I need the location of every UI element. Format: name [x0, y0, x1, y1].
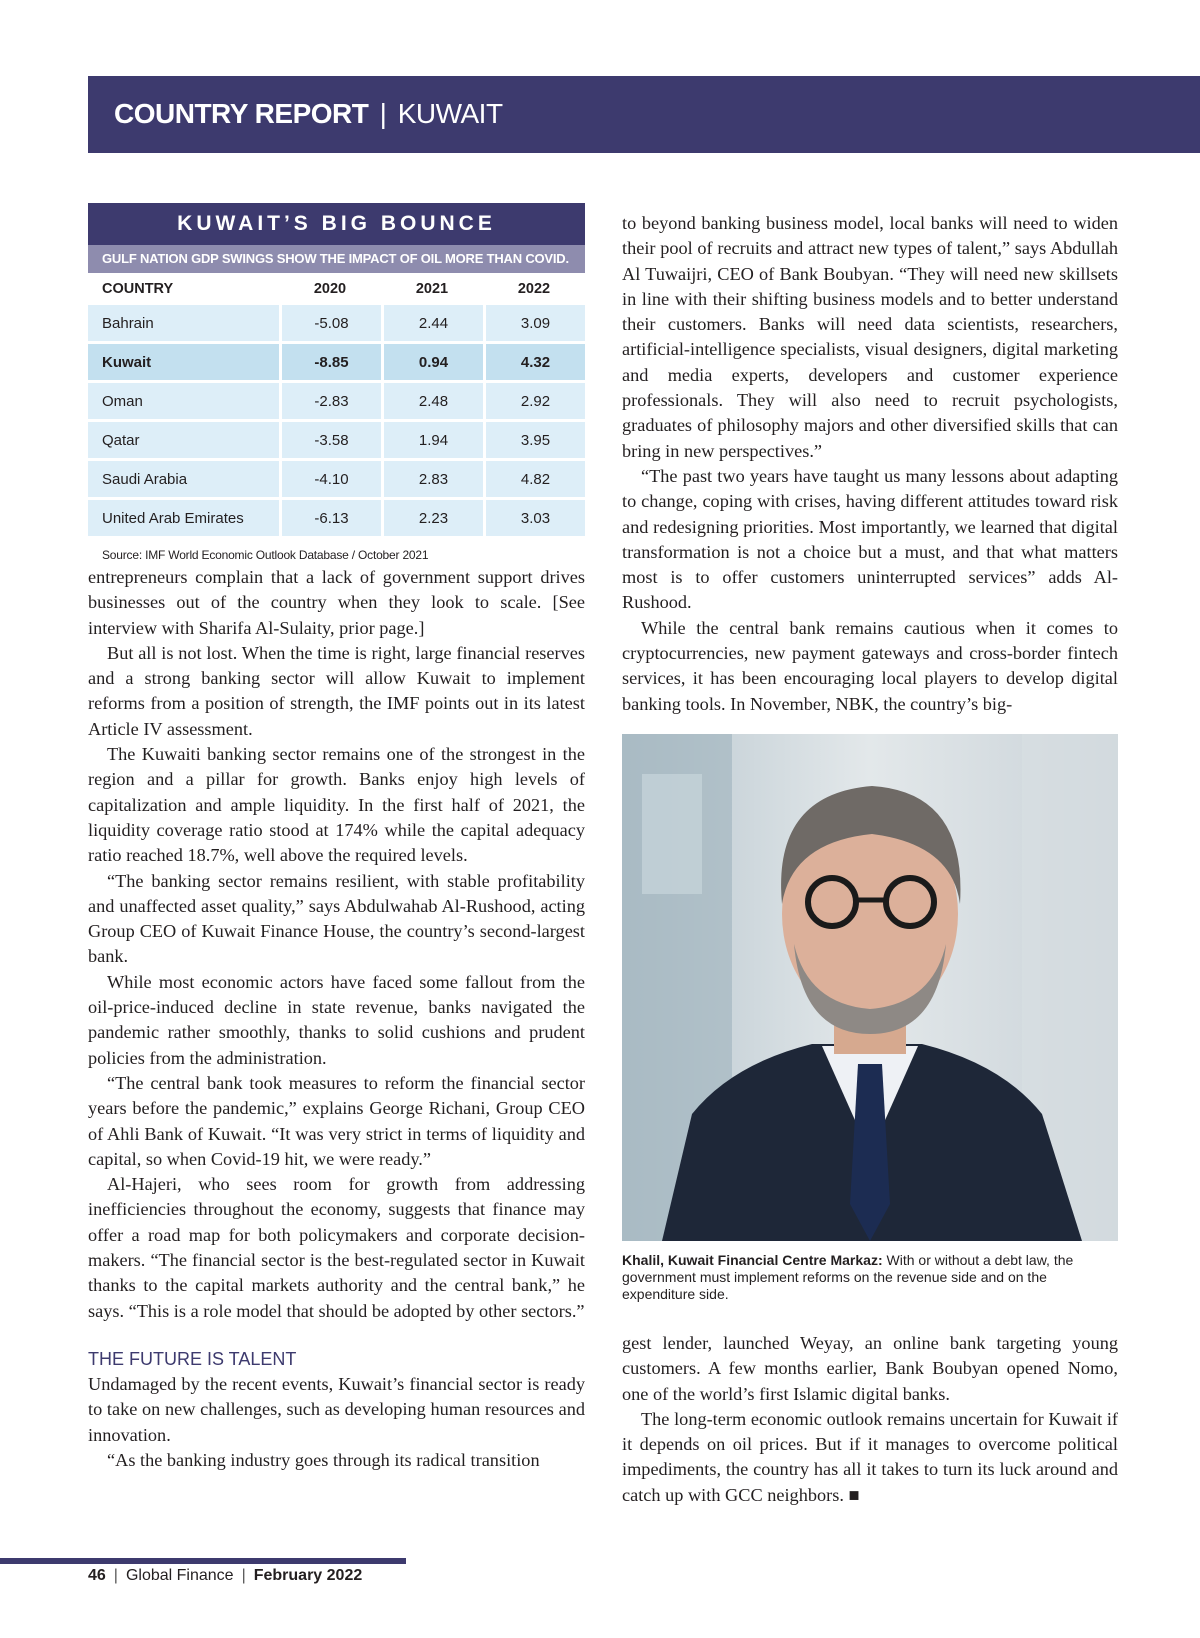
table-cell-country: Qatar — [88, 422, 279, 458]
issue-date: February 2022 — [253, 1567, 363, 1584]
right-column-top — [622, 211, 1118, 717]
paragraph: But all is not lost. When the time is right, large financial reserves and a strong banking sector will allow Kuwait to implement reforms from a position of strength, the IMF points out in its latest Article IV assessment. — [88, 642, 585, 739]
banner-section: COUNTRY REPORT — [114, 98, 369, 129]
table-cell: 2.92 — [486, 383, 585, 419]
gdp-table — [88, 203, 585, 562]
table-cell: 0.94 — [384, 344, 483, 380]
table-row — [88, 497, 585, 536]
table-cell: -8.85 — [282, 344, 381, 380]
table-cell-country: Oman — [88, 383, 279, 419]
table-row-highlighted — [88, 341, 585, 380]
paragraph: entrepreneurs complain that a lack of government support drives businesses out of the country when they look to scale. [See interview with Sharifa Al-Sulaity, prior page.] — [88, 567, 585, 638]
table-row — [88, 458, 585, 497]
footer-separator: | — [113, 1567, 118, 1584]
table-cell: 2.83 — [384, 461, 483, 497]
table-cell: 3.09 — [486, 305, 585, 341]
table-cell: -2.83 — [282, 383, 381, 419]
table-row — [88, 380, 585, 419]
page-footer — [88, 1567, 362, 1585]
paragraph: “The banking sector remains resilient, with stable profitability and unaffected asset quality,” says Abdulwahab Al-Rushood, acting Group CEO of Kuwait Finance House, the country’s second-largest bank. — [88, 870, 585, 967]
table-cell-country: Kuwait — [88, 344, 279, 380]
banner-separator: | — [379, 98, 387, 129]
footer-separator: | — [241, 1567, 246, 1584]
end-mark: ■ — [848, 1484, 860, 1505]
table-header — [88, 273, 585, 305]
caption-text: With or without a debt law, the government must implement reforms on the revenue side and on the expenditure side. — [622, 1252, 1074, 1302]
table-cell: 1.94 — [384, 422, 483, 458]
table-cell: -3.58 — [282, 422, 381, 458]
paragraph — [622, 1407, 1118, 1508]
section-subhead: THE FUTURE IS TALENT — [88, 1348, 297, 1369]
table-cell: -6.13 — [282, 500, 381, 536]
footer-rule — [0, 1558, 406, 1564]
paragraph: While most economic actors have faced some fallout from the oil-price-induced decline in state revenue, banks navigated the pandemic rather smoothly, thanks to solid cushions and prudent policies from the administration. — [88, 971, 585, 1068]
paragraph: “As the banking industry goes through its radical transition — [107, 1449, 540, 1470]
table-cell: -4.10 — [282, 461, 381, 497]
table-cell: 2.48 — [384, 383, 483, 419]
paragraph: The Kuwaiti banking sector remains one of the strongest in the region and a pillar for growth. Banks enjoy high levels of capitalization and ample liquidity. In the first half of 2021, the liquidity coverage ratio stood at 174% while the capital adequacy ratio reached 18.7%, well above the required levels. — [88, 744, 585, 866]
paragraph-text: The long-term economic outlook remains uncertain for Kuwait if it depends on oil prices. But if it manages to overcome political impediments, the country has all it takes to turn its luck around and catch up with GCC neighbors. — [622, 1408, 1118, 1505]
paragraph: gest lender, launched Weyay, an online bank targeting young customers. A few months earlier, Bank Boubyan opened Nomo, one of the world’s first Islamic digital banks. — [622, 1333, 1118, 1404]
table-cell: 2.44 — [384, 305, 483, 341]
table-subtitle: GULF NATION GDP SWINGS SHOW THE IMPACT OF OIL MORE THAN COVID. — [88, 245, 585, 273]
paragraph: While the central bank remains cautious when it comes to cryptocurrencies, new payment gateways and cross-border fintech services, it has been encouraging local players to develop digital banking tools. In November, NBK, the country’s big- — [622, 617, 1118, 714]
banner-country: KUWAIT — [397, 98, 503, 129]
photo-caption — [622, 1252, 1118, 1303]
table-cell: -5.08 — [282, 305, 381, 341]
table-cell-country: United Arab Emirates — [88, 500, 279, 536]
table-cell: 3.95 — [486, 422, 585, 458]
paragraph: “The past two years have taught us many lessons about adapting to change, coping with crises, having different attitudes toward risk and redesigning priorities. Most importantly, we learned that digital transformation is not a choice but a must, and that what matters most is to offer customers uninterrupted services” adds Al-Rushood. — [622, 465, 1118, 613]
table-cell-country: Saudi Arabia — [88, 461, 279, 497]
page-number: 46 — [88, 1567, 106, 1584]
paragraph: “The central bank took measures to reform the financial sector years before the pandemic,” explains George Richani, Group CEO of Ahli Bank of Kuwait. “It was very strict in terms of liquidity and capital, so when Covid-19 hit, we were ready.” — [88, 1072, 585, 1169]
table-cell: 2.23 — [384, 500, 483, 536]
table-row — [88, 419, 585, 458]
table-row — [88, 305, 585, 341]
report-banner — [88, 76, 1200, 153]
paragraph: Undamaged by the recent events, Kuwait’s financial sector is ready to take on new challenges, such as developing human resources and innovation. — [88, 1373, 585, 1445]
banner-title — [114, 98, 503, 130]
caption-name: Khalil, Kuwait Financial Centre Markaz: — [622, 1252, 883, 1268]
table-header-country: COUNTRY — [102, 281, 174, 297]
table-header-2021: 2021 — [415, 281, 449, 297]
table-header-2020: 2020 — [313, 281, 347, 297]
portrait-photo — [622, 734, 1118, 1241]
left-column — [88, 565, 585, 1473]
table-title: KUWAIT’S BIG BOUNCE — [88, 203, 585, 245]
table-header-2022: 2022 — [517, 281, 551, 297]
table-source: Source: IMF World Economic Outlook Database / October 2021 — [102, 548, 429, 562]
paragraph: to beyond banking business model, local banks will need to widen their pool of recruits and attract new types of talent,” says Abdullah Al Tuwaijri, CEO of Bank Boubyan. “They will need new skillsets in line with their shifting business models and to better understand their customers. Banks will need data scientists, researchers, artificial-intelligence specialists, visual designers, digital marketing and media experts, developers and customer experience professionals. They will also need to recruit psychologists, graduates of philosophy majors and other diversified skills that can bring in new perspectives.” — [622, 213, 1118, 461]
table-cell: 4.32 — [486, 344, 585, 380]
table-cell: 4.82 — [486, 461, 585, 497]
paragraph: Al-Hajeri, who sees room for growth from addressing inefficiencies throughout the economy, suggests that finance may offer a road map for both policymakers and corporate decision-makers. “The financial sector is the best-regulated sector in Kuwait thanks to the capital markets authority and the central bank,” he says. “This is a role model that should be adopted by other sectors.” — [88, 1174, 585, 1321]
portrait-illustration — [622, 734, 1118, 1241]
table-cell-country: Bahrain — [88, 305, 279, 341]
magazine-name: Global Finance — [125, 1567, 234, 1584]
right-column-bottom — [622, 1331, 1118, 1508]
table-cell: 3.03 — [486, 500, 585, 536]
